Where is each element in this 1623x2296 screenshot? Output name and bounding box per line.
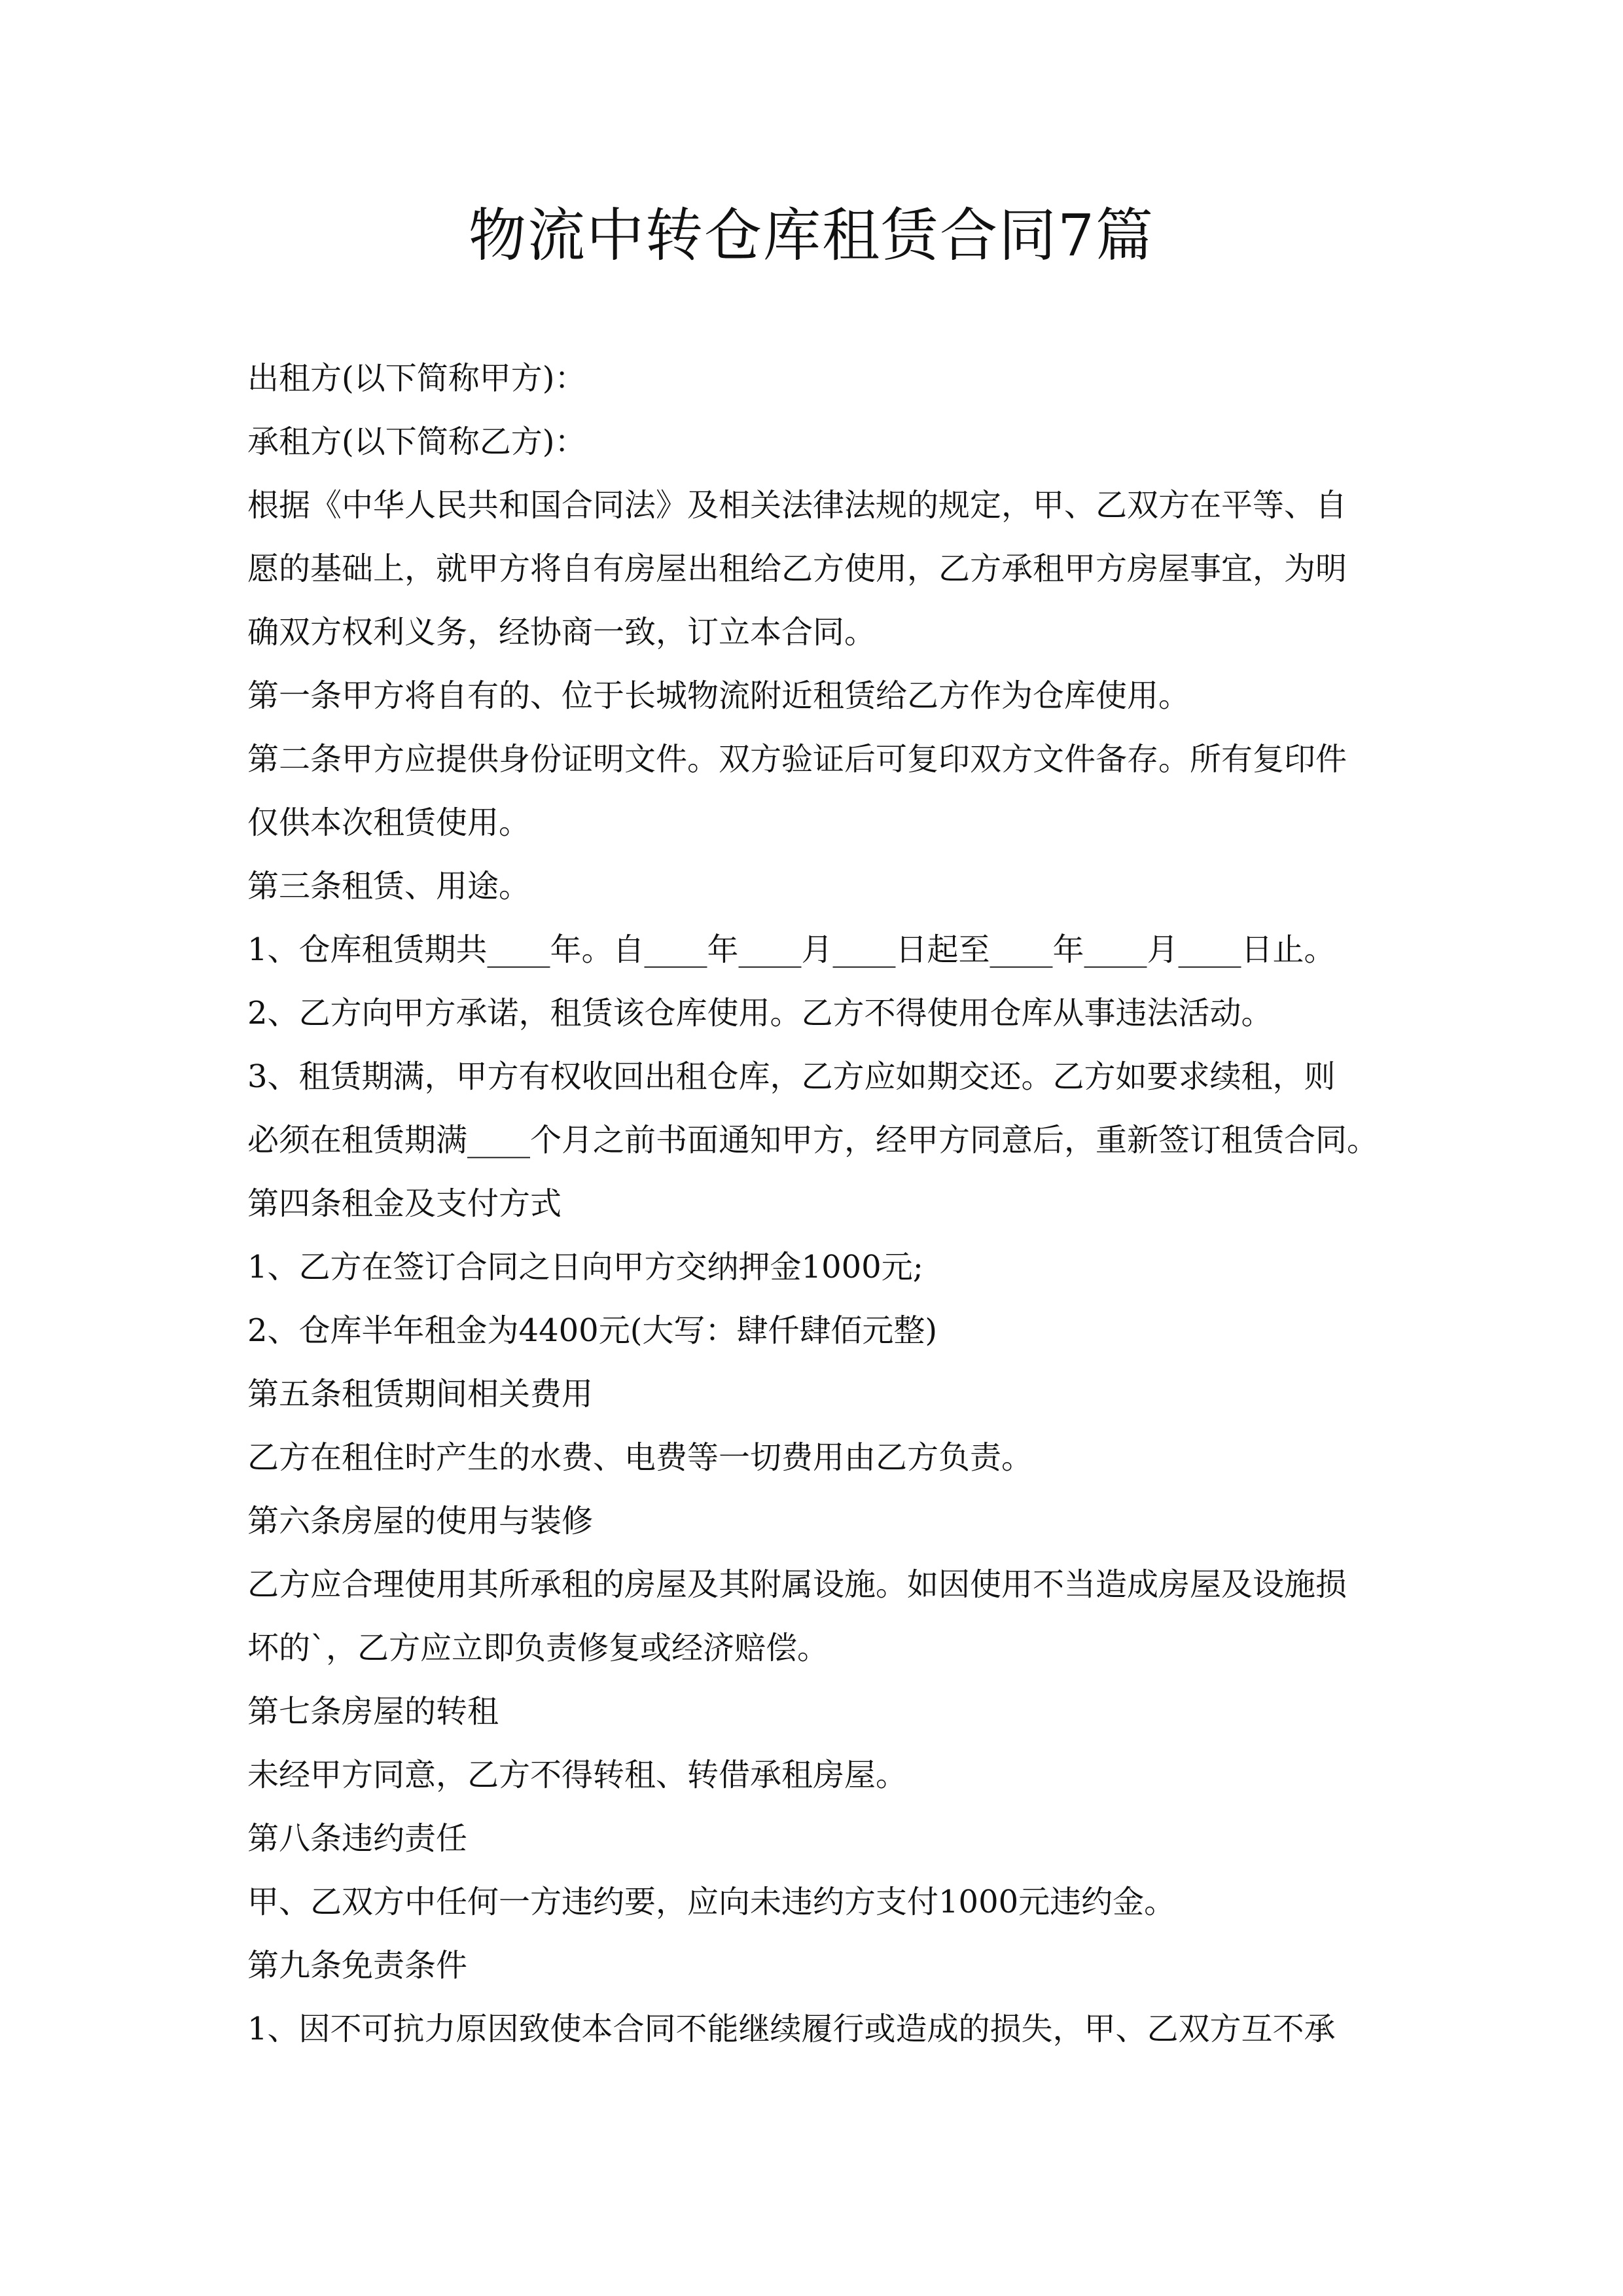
text-line: 未经甲方同意，乙方不得转租、转借承租房屋。: [247, 1757, 908, 1793]
text-line: 3、租赁期满，甲方有权收回出租仓库，乙方应如期交还。乙方如要求续租，则: [247, 1058, 1336, 1095]
text-line: 确双方权利义务，经协商一致，订立本合同。: [247, 614, 876, 651]
text-line: 1、仓库租赁期共____年。自____年____月____日起至____年____月____日止。: [247, 931, 1336, 968]
text-line: 愿的基础上，就甲方将自有房屋出租给乙方使用，乙方承租甲方房屋事宜，为明: [247, 550, 1347, 587]
text-line: 第六条房屋的使用与装修: [247, 1503, 594, 1539]
text-line: 必须在租赁期满____个月之前书面通知甲方，经甲方同意后，重新签订租赁合同。: [247, 1122, 1379, 1158]
text-line: 甲、乙双方中任何一方违约要，应向未违约方支付1000元违约金。: [247, 1884, 1176, 1920]
text-line: 第八条违约责任: [247, 1820, 468, 1857]
text-line: 第二条甲方应提供身份证明文件。双方验证后可复印双方文件备存。所有复印件: [247, 741, 1347, 778]
text-line: 乙方在租住时产生的水费、电费等一切费用由乙方负责。: [247, 1439, 1033, 1476]
text-line: 承租方(以下简称乙方)：: [247, 423, 586, 460]
text-line: 乙方应合理使用其所承租的房屋及其附属设施。如因使用不当造成房屋及设施损: [247, 1566, 1347, 1603]
document-body: [247, 347, 1381, 2061]
text-line: 第五条租赁期间相关费用: [247, 1376, 594, 1412]
text-line: 2、仓库半年租金为4400元(大写：肆仟肆佰元整): [247, 1312, 938, 1349]
text-line: 2、乙方向甲方承诺，租赁该仓库使用。乙方不得使用仓库从事违法活动。: [247, 995, 1273, 1031]
text-line: 1、因不可抗力原因致使本合同不能继续履行或造成的损失，甲、乙双方互不承: [247, 2011, 1336, 2047]
text-line: 根据《中华人民共和国合同法》及相关法律法规的规定，甲、乙双方在平等、自: [247, 487, 1347, 524]
text-line: 第九条免责条件: [247, 1947, 468, 1984]
text-line: 出租方(以下简称甲方)：: [247, 360, 586, 397]
text-line: 第一条甲方将自有的、位于长城物流附近租赁给乙方作为仓库使用。: [247, 677, 1190, 714]
text-line: 第四条租金及支付方式: [247, 1185, 562, 1222]
text-line: 1、乙方在签订合同之日向甲方交纳押金1000元;: [247, 1249, 923, 1285]
text-line: 仅供本次租赁使用。: [247, 804, 531, 841]
text-line: 坏的`，乙方应立即负责修复或经济赔偿。: [247, 1630, 829, 1666]
text-line: 第三条租赁、用途。: [247, 868, 531, 905]
text-line: 第七条房屋的转租: [247, 1693, 499, 1730]
document-title: 物流中转仓库租赁合同7篇: [469, 202, 1154, 269]
